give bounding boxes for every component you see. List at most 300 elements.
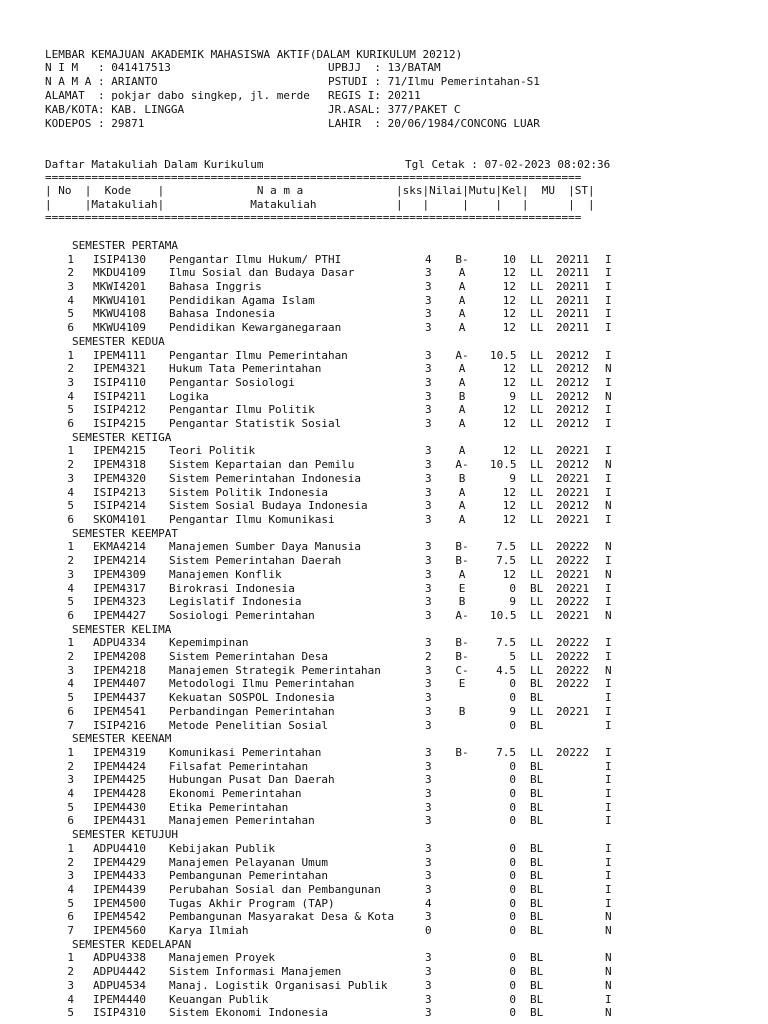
- course-code: IPEM4542: [93, 910, 146, 923]
- course-no: 2: [67, 965, 74, 978]
- course-row: [0, 719, 768, 732]
- course-name: Filsafat Pemerintahan: [169, 760, 309, 773]
- course-st: I: [605, 883, 612, 896]
- course-no: 1: [67, 349, 74, 362]
- course-st: I: [605, 294, 612, 307]
- course-no: 4: [67, 993, 74, 1006]
- course-no: 1: [67, 636, 74, 649]
- course-no: 7: [67, 924, 74, 937]
- course-nilai: A-: [455, 349, 469, 362]
- course-mutu: 0: [509, 677, 516, 690]
- student-upbjj: UPBJJ : 13/BATAM: [328, 61, 441, 74]
- course-no: 1: [67, 540, 74, 553]
- course-no: 3: [67, 664, 74, 677]
- course-kel: BL: [530, 582, 544, 595]
- course-kel: LL: [530, 321, 544, 334]
- semester-heading: SEMESTER KELIMA: [72, 623, 172, 636]
- course-kel: LL: [530, 554, 544, 567]
- course-row: [0, 554, 768, 567]
- course-nilai: A: [458, 362, 466, 375]
- course-kel: BL: [530, 924, 544, 937]
- course-no: 1: [67, 444, 74, 457]
- course-no: 6: [67, 705, 74, 718]
- course-nilai: A: [458, 403, 466, 416]
- course-st: I: [605, 486, 612, 499]
- course-no: 1: [67, 951, 74, 964]
- course-mutu: 12: [502, 294, 516, 307]
- course-st: N: [605, 965, 612, 978]
- course-st: I: [605, 349, 612, 362]
- course-kel: LL: [530, 444, 544, 457]
- course-mutu: 0: [509, 814, 516, 827]
- course-sks: 3: [425, 294, 432, 307]
- course-name: Pengantar Ilmu Pemerintahan: [169, 349, 348, 362]
- course-name: Hubungan Pusat Dan Daerah: [169, 773, 335, 786]
- course-mutu: 0: [509, 965, 516, 978]
- course-no: 2: [67, 362, 74, 375]
- course-mutu: 0: [509, 787, 516, 800]
- course-kel: BL: [530, 801, 544, 814]
- course-name: Bahasa Inggris: [169, 280, 262, 293]
- course-row: [0, 349, 768, 362]
- course-nilai: B: [458, 472, 466, 485]
- course-code: IPEM4440: [93, 993, 146, 1006]
- course-kel: LL: [530, 595, 544, 608]
- course-row: [0, 458, 768, 471]
- column-header-row-2: | |Matakuliah| Matakuliah | | | | | | |: [45, 198, 595, 211]
- course-mutu: 10: [502, 253, 516, 266]
- course-kel: BL: [530, 897, 544, 910]
- course-st: N: [605, 951, 612, 964]
- course-name: Sosiologi Pemerintahan: [169, 609, 315, 622]
- course-row: [0, 910, 768, 923]
- course-mutu: 0: [509, 883, 516, 896]
- course-mutu: 7.5: [496, 746, 516, 759]
- course-name: Kekuatan SOSPOL Indonesia: [169, 691, 335, 704]
- course-sks: 3: [425, 280, 432, 293]
- course-st: N: [605, 458, 612, 471]
- course-mutu: 9: [509, 595, 516, 608]
- course-name: Metode Penelitian Sosial: [169, 719, 328, 732]
- course-st: I: [605, 705, 612, 718]
- course-mutu: 0: [509, 993, 516, 1006]
- course-name: Legislatif Indonesia: [169, 595, 302, 608]
- student-address: ALAMAT : pokjar dabo singkep, jl. merde: [45, 89, 310, 102]
- course-mu: 20222: [556, 650, 590, 663]
- course-no: 3: [67, 568, 74, 581]
- course-no: 1: [67, 253, 74, 266]
- course-no: 7: [67, 719, 74, 732]
- course-name: Pengantar Ilmu Komunikasi: [169, 513, 335, 526]
- course-sks: 3: [425, 513, 432, 526]
- course-code: IPEM4428: [93, 787, 146, 800]
- course-row: [0, 650, 768, 663]
- course-st: I: [605, 746, 612, 759]
- course-kel: BL: [530, 979, 544, 992]
- course-no: 4: [67, 677, 74, 690]
- course-sks: 3: [425, 814, 432, 827]
- course-name: Pengantar Ilmu Politik: [169, 403, 315, 416]
- course-mu: 20212: [556, 458, 590, 471]
- course-row: [0, 979, 768, 992]
- course-code: IPEM4541: [93, 705, 146, 718]
- student-origin: JR.ASAL: 377/PAKET C: [328, 103, 461, 116]
- course-mutu: 12: [502, 499, 516, 512]
- course-mutu: 0: [509, 979, 516, 992]
- course-mu: 20222: [556, 540, 590, 553]
- course-mutu: 12: [502, 403, 516, 416]
- course-code: IPEM4431: [93, 814, 146, 827]
- course-st: I: [605, 472, 612, 485]
- course-st: I: [605, 266, 612, 279]
- course-st: I: [605, 760, 612, 773]
- course-kel: BL: [530, 773, 544, 786]
- course-code: ISIP4310: [93, 1006, 146, 1019]
- course-mutu: 5: [509, 650, 516, 663]
- course-kel: BL: [530, 965, 544, 978]
- course-kel: LL: [530, 650, 544, 663]
- course-code: IPEM4320: [93, 472, 146, 485]
- course-mu: 20221: [556, 609, 590, 622]
- course-row: [0, 294, 768, 307]
- course-code: IPEM4309: [93, 568, 146, 581]
- course-sks: 2: [425, 650, 432, 663]
- course-code: MKDU4109: [93, 266, 146, 279]
- course-mutu: 0: [509, 801, 516, 814]
- course-st: I: [605, 650, 612, 663]
- course-sks: 3: [425, 979, 432, 992]
- course-sks: 3: [425, 568, 432, 581]
- course-nilai: B: [458, 705, 466, 718]
- course-st: I: [605, 773, 612, 786]
- course-kel: LL: [530, 705, 544, 718]
- course-row: [0, 417, 768, 430]
- course-mutu: 9: [509, 390, 516, 403]
- course-name: Sistem Politik Indonesia: [169, 486, 328, 499]
- course-code: ADPU4410: [93, 842, 146, 855]
- course-no: 6: [67, 910, 74, 923]
- course-sks: 3: [425, 842, 432, 855]
- course-kel: LL: [530, 403, 544, 416]
- course-sks: 3: [425, 869, 432, 882]
- course-row: [0, 842, 768, 855]
- course-name: Perbandingan Pemerintahan: [169, 705, 335, 718]
- course-row: [0, 266, 768, 279]
- course-code: SKOM4101: [93, 513, 146, 526]
- course-name: Sistem Informasi Manajemen: [169, 965, 342, 978]
- course-row: [0, 951, 768, 964]
- course-sks: 3: [425, 444, 432, 457]
- course-kel: LL: [530, 349, 544, 362]
- course-row: [0, 390, 768, 403]
- course-sks: 3: [425, 1006, 432, 1019]
- course-st: I: [605, 897, 612, 910]
- course-mutu: 12: [502, 417, 516, 430]
- course-nilai: B-: [455, 540, 469, 553]
- course-kel: LL: [530, 362, 544, 375]
- course-no: 4: [67, 390, 74, 403]
- course-row: [0, 856, 768, 869]
- course-mu: 20212: [556, 390, 590, 403]
- course-code: IPEM4430: [93, 801, 146, 814]
- course-code: IPEM4111: [93, 349, 146, 362]
- course-mutu: 12: [502, 486, 516, 499]
- course-kel: LL: [530, 746, 544, 759]
- course-nilai: A: [458, 294, 466, 307]
- course-name: Bahasa Indonesia: [169, 307, 275, 320]
- course-row: [0, 609, 768, 622]
- course-nilai: C-: [455, 664, 469, 677]
- course-st: N: [605, 540, 612, 553]
- course-sks: 3: [425, 349, 432, 362]
- course-sks: 3: [425, 582, 432, 595]
- course-nilai: A-: [455, 609, 469, 622]
- course-no: 4: [67, 582, 74, 595]
- course-row: [0, 677, 768, 690]
- semester-heading: SEMESTER KEDELAPAN: [72, 938, 192, 951]
- course-row: [0, 664, 768, 677]
- course-kel: BL: [530, 1006, 544, 1019]
- course-no: 4: [67, 883, 74, 896]
- course-code: ISIP4216: [93, 719, 146, 732]
- course-row: [0, 924, 768, 937]
- course-no: 3: [67, 869, 74, 882]
- course-kel: BL: [530, 760, 544, 773]
- course-nilai: E: [458, 677, 466, 690]
- course-sks: 3: [425, 965, 432, 978]
- course-name: Karya Ilmiah: [169, 924, 249, 937]
- course-row: [0, 513, 768, 526]
- course-sks: 3: [425, 458, 432, 471]
- course-name: Komunikasi Pemerintahan: [169, 746, 322, 759]
- course-mu: 20221: [556, 444, 590, 457]
- course-st: N: [605, 979, 612, 992]
- course-sks: 3: [425, 376, 432, 389]
- student-registration: REGIS I: 20211: [328, 89, 421, 102]
- course-row: [0, 595, 768, 608]
- course-mu: 20221: [556, 568, 590, 581]
- course-name: Pembangunan Pemerintahan: [169, 869, 328, 882]
- course-code: ADPU4534: [93, 979, 146, 992]
- course-code: ISIP4130: [93, 253, 146, 266]
- course-code: IPEM4425: [93, 773, 146, 786]
- course-kel: BL: [530, 869, 544, 882]
- course-name: Manajemen Proyek: [169, 951, 275, 964]
- course-sks: 3: [425, 554, 432, 567]
- course-st: I: [605, 554, 612, 567]
- course-mutu: 10.5: [490, 609, 517, 622]
- course-nilai: B-: [455, 650, 469, 663]
- course-name: Hukum Tata Pemerintahan: [169, 362, 322, 375]
- course-mu: 20212: [556, 417, 590, 430]
- course-kel: LL: [530, 390, 544, 403]
- student-city: KAB/KOTA: KAB. LINGGA: [45, 103, 185, 116]
- course-nilai: B-: [455, 746, 469, 759]
- course-mutu: 0: [509, 582, 516, 595]
- course-code: IPEM4439: [93, 883, 146, 896]
- course-row: [0, 801, 768, 814]
- course-no: 5: [67, 403, 74, 416]
- course-row: [0, 472, 768, 485]
- course-mutu: 12: [502, 568, 516, 581]
- student-postcode: KODEPOS : 29871: [45, 117, 145, 130]
- course-no: 3: [67, 472, 74, 485]
- course-name: Manajemen Konflik: [169, 568, 282, 581]
- course-nilai: B-: [455, 253, 469, 266]
- course-mu: 20222: [556, 595, 590, 608]
- course-row: [0, 691, 768, 704]
- course-name: Pengantar Statistik Sosial: [169, 417, 342, 430]
- course-name: Perubahan Sosial dan Pembangunan: [169, 883, 381, 896]
- course-kel: LL: [530, 513, 544, 526]
- course-mu: 20212: [556, 362, 590, 375]
- course-no: 4: [67, 787, 74, 800]
- course-no: 1: [67, 746, 74, 759]
- course-row: [0, 499, 768, 512]
- course-name: Pendidikan Agama Islam: [169, 294, 315, 307]
- course-mutu: 0: [509, 719, 516, 732]
- course-code: ADPU4338: [93, 951, 146, 964]
- course-sks: 3: [425, 951, 432, 964]
- course-mutu: 12: [502, 362, 516, 375]
- course-sks: 3: [425, 540, 432, 553]
- course-row: [0, 486, 768, 499]
- course-no: 5: [67, 307, 74, 320]
- course-name: Birokrasi Indonesia: [169, 582, 295, 595]
- course-code: MKWI4201: [93, 280, 146, 293]
- course-kel: BL: [530, 691, 544, 704]
- course-sks: 4: [425, 897, 432, 910]
- course-mutu: 0: [509, 869, 516, 882]
- rule-bottom: =================================================================================: [45, 211, 582, 224]
- course-st: N: [605, 609, 612, 622]
- course-sks: 3: [425, 390, 432, 403]
- course-mu: 20221: [556, 705, 590, 718]
- semester-heading: SEMESTER KEENAM: [72, 732, 172, 745]
- course-st: I: [605, 787, 612, 800]
- course-kel: LL: [530, 376, 544, 389]
- course-row: [0, 540, 768, 553]
- course-code: ISIP4213: [93, 486, 146, 499]
- course-name: Teori Politik: [169, 444, 256, 457]
- course-sks: 4: [425, 253, 432, 266]
- course-mutu: 12: [502, 280, 516, 293]
- course-code: ISIP4215: [93, 417, 146, 430]
- course-no: 6: [67, 814, 74, 827]
- course-no: 2: [67, 760, 74, 773]
- course-sks: 3: [425, 609, 432, 622]
- course-no: 6: [67, 321, 74, 334]
- course-code: IPEM4500: [93, 897, 146, 910]
- course-st: I: [605, 801, 612, 814]
- course-mu: 20211: [556, 253, 590, 266]
- course-name: Manajemen Pelayanan Umum: [169, 856, 328, 869]
- course-mutu: 0: [509, 924, 516, 937]
- course-mu: 20211: [556, 294, 590, 307]
- course-st: I: [605, 842, 612, 855]
- course-name: Logika: [169, 390, 209, 403]
- course-sks: 3: [425, 266, 432, 279]
- course-code: IPEM4218: [93, 664, 146, 677]
- semester-heading: SEMESTER KEDUA: [72, 335, 165, 348]
- course-mutu: 0: [509, 773, 516, 786]
- course-code: EKMA4214: [93, 540, 146, 553]
- course-row: [0, 280, 768, 293]
- course-st: I: [605, 253, 612, 266]
- course-st: N: [605, 924, 612, 937]
- course-sks: 3: [425, 705, 432, 718]
- course-mutu: 0: [509, 897, 516, 910]
- course-mu: 20212: [556, 403, 590, 416]
- course-mutu: 12: [502, 376, 516, 389]
- course-row: [0, 773, 768, 786]
- course-kel: LL: [530, 568, 544, 581]
- semester-heading: SEMESTER PERTAMA: [72, 239, 178, 252]
- course-mutu: 12: [502, 307, 516, 320]
- course-kel: LL: [530, 253, 544, 266]
- course-mu: 20222: [556, 664, 590, 677]
- course-kel: BL: [530, 719, 544, 732]
- course-name: Keuangan Publik: [169, 993, 269, 1006]
- course-kel: LL: [530, 609, 544, 622]
- course-no: 6: [67, 609, 74, 622]
- course-name: Ilmu Sosial dan Budaya Dasar: [169, 266, 355, 279]
- course-no: 6: [67, 417, 74, 430]
- course-st: I: [605, 307, 612, 320]
- course-kel: LL: [530, 472, 544, 485]
- course-code: ADPU4442: [93, 965, 146, 978]
- course-nilai: A: [458, 444, 466, 457]
- course-nilai: A: [458, 321, 466, 334]
- course-mutu: 12: [502, 266, 516, 279]
- student-birth: LAHIR : 20/06/1984/CONCONG LUAR: [328, 117, 540, 130]
- course-st: I: [605, 582, 612, 595]
- course-name: Ekonomi Pemerintahan: [169, 787, 302, 800]
- course-code: ISIP4110: [93, 376, 146, 389]
- course-code: IPEM4424: [93, 760, 146, 773]
- course-nilai: E: [458, 582, 466, 595]
- course-name: Sistem Sosial Budaya Indonesia: [169, 499, 368, 512]
- course-code: IPEM4427: [93, 609, 146, 622]
- course-sks: 3: [425, 307, 432, 320]
- course-code: IPEM4407: [93, 677, 146, 690]
- course-name: Sistem Kepartaian dan Pemilu: [169, 458, 355, 471]
- course-no: 2: [67, 266, 74, 279]
- course-sks: 3: [425, 403, 432, 416]
- course-name: Manaj. Logistik Organisasi Publik: [169, 979, 388, 992]
- rule-top: =================================================================================: [45, 171, 582, 184]
- student-name: N A M A : ARIANTO: [45, 75, 158, 88]
- course-name: Pengantar Sosiologi: [169, 376, 295, 389]
- course-mu: 20222: [556, 554, 590, 567]
- course-nilai: A: [458, 376, 466, 389]
- course-name: Sistem Ekonomi Indonesia: [169, 1006, 328, 1019]
- course-st: I: [605, 691, 612, 704]
- course-st: N: [605, 568, 612, 581]
- course-name: Pengantar Ilmu Hukum/ PTHI: [169, 253, 342, 266]
- course-st: I: [605, 677, 612, 690]
- course-code: ISIP4211: [93, 390, 146, 403]
- course-kel: LL: [530, 266, 544, 279]
- course-code: IPEM4321: [93, 362, 146, 375]
- student-nim: N I M : 041417513: [45, 61, 171, 74]
- course-st: N: [605, 664, 612, 677]
- course-kel: LL: [530, 307, 544, 320]
- course-sks: 3: [425, 595, 432, 608]
- course-row: [0, 444, 768, 457]
- course-code: IPEM4433: [93, 869, 146, 882]
- course-sks: 3: [425, 321, 432, 334]
